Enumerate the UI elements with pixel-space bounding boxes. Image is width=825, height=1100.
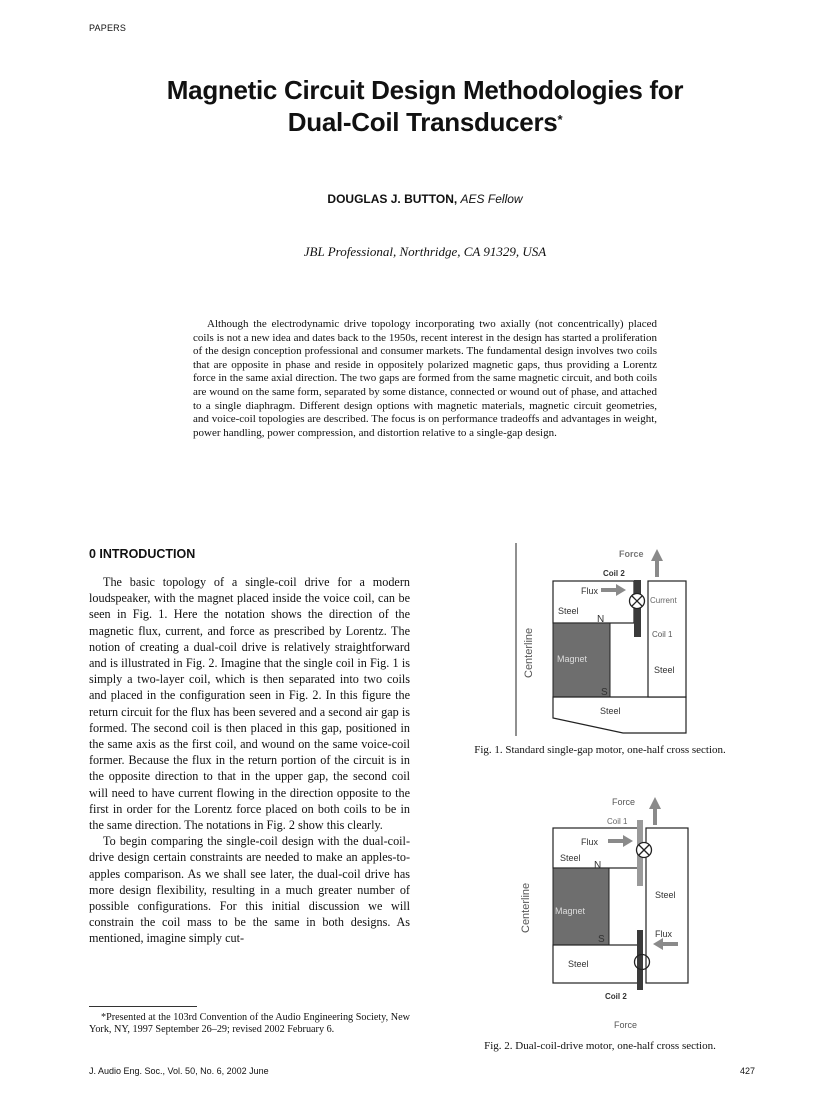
fig1-steel-bottom-label: Steel — [600, 706, 621, 716]
fig2-steel-bottom-label: Steel — [568, 959, 589, 969]
fig2-force-arrow-top — [649, 797, 661, 825]
fig1-coil2-label: Coil 2 — [603, 569, 625, 578]
fig2-coil-2 — [637, 930, 643, 990]
section-heading: 0 INTRODUCTION — [89, 547, 196, 561]
footnote: *Presented at the 103rd Convention of the Audio Engineering Society, New York, NY, 1997 September 26–29; revised 2002 February 6. — [89, 1012, 410, 1036]
fig1-steel-top-label: Steel — [558, 606, 579, 616]
fig2-steel-top-label: Steel — [560, 853, 581, 863]
fig1-magnet-label: Magnet — [557, 654, 588, 664]
fig2-flux-right-label: Flux — [655, 929, 673, 939]
abstract: Although the electrodynamic drive topology incorporating two axially (not concentrically) placed coils is not a new idea and dates back to the 1950s, recent interest in the design has started a proliferation of the design conception professional and consumer markets. The fundamental design involves two coils that are opposite in phase and reside in oppositely polarized magnetic gaps, thus providing a Lorentz force in the same axial direction. The two gaps are formed from the same magnetic circuit, and both coils are wound on the same form, separated by some distance, connected or wound out of phase, and attached to a single diaphragm. Different design options with magnetic materials, magnetic circuit geometries, and voice-coil topologies are described. The focus is on performance tradeoffs and advantages in weight, power handling, power compression, and distortion relative to a single-gap design. — [193, 318, 657, 439]
figure-2-caption: Fig. 2. Dual-coil-drive motor, one-half cross section. — [484, 1040, 716, 1052]
fig1-south-label: S — [601, 687, 608, 698]
fig2-bottom-plate — [553, 945, 639, 983]
fig2-coil1-label: Coil 1 — [607, 817, 628, 826]
fig1-current-label: Current — [650, 596, 677, 605]
author-line — [100, 192, 750, 206]
author-name: DOUGLAS J. BUTTON, — [327, 192, 458, 206]
fig2-south-label: S — [598, 934, 605, 945]
fig2-force-top-label: Force — [612, 797, 636, 807]
body-text — [89, 574, 410, 947]
fig2-outer-return — [646, 828, 688, 983]
page-number: 427 — [740, 1066, 756, 1076]
fig1-centerline-label: Centerline — [523, 627, 535, 678]
paper-title — [100, 74, 750, 138]
fig1-current-symbol — [630, 594, 645, 609]
fig2-steel-right-label: Steel — [655, 890, 676, 900]
title-line-1: Magnetic Circuit Design Methodologies for — [166, 75, 684, 105]
fig2-magnet-label: Magnet — [555, 906, 586, 916]
fig1-steel-right-label: Steel — [654, 665, 675, 675]
fig1-north-label: N — [597, 614, 605, 625]
body-paragraph-1: The basic topology of a single-coil drive for a modern loudspeaker, with the magnet placed inside the voice coil, can be seen in Fig. 1. Here the notation shows the direction of the magnetic flux, current, and force as prescribed by Lorentz. The notion of creating a dual-coil drive is relatively straightforward and is illustrated in Fig. 2. Imagine that the single coil in Fig. 1 is simply a two-layer coil, which is then separated into two coils and placed in the configuration seen in Fig. 2. In this figure the return circuit for the flux has been severed and a second air gap is formed. The second coil is then placed in this gap, positioned in the same axis as the first coil, and wound on the same voice-coil former. Because the flux in the return portion of the circuit is in the opposite direction to that in the upper gap, the second coil will need to have current flowing in the direction opposite to the first in order for the Lorentz force placed on both coils to be in the same direction. The notations in Fig. 2 show this clearly. — [89, 575, 410, 833]
fig2-force-bottom-label: Force — [614, 1020, 638, 1030]
figure-1-caption: Fig. 1. Standard single-gap motor, one-half cross section. — [474, 744, 726, 756]
fig1-flux-label: Flux — [581, 586, 599, 596]
title-footnote-mark: * — [557, 112, 563, 127]
footnote-rule — [89, 1006, 197, 1007]
author-membership: AES Fellow — [460, 192, 523, 206]
journal-citation: J. Audio Eng. Soc., Vol. 50, No. 6, 2002 June — [89, 1066, 269, 1076]
fig2-flux-top-label: Flux — [581, 837, 599, 847]
fig2-current-in-symbol — [637, 843, 652, 858]
fig2-coil2-label: Coil 2 — [605, 992, 627, 1001]
fig2-centerline-label: Centerline — [520, 882, 532, 933]
figure-2 — [505, 790, 705, 1040]
title-line-2: Dual-Coil Transducers — [287, 107, 558, 137]
body-paragraph-2: To begin comparing the single-coil design with the dual-coil-drive design certain constraints are needed to make an apples-to-apples comparison. As we shall see later, the dual-coil drive has more design flexibility, resulting in a much greater number of possible configurations. For this initial discussion we will constrain the coil mass to be the same in both designs. As mentioned, imagine simply cut- — [89, 834, 410, 946]
figure-1 — [505, 540, 705, 740]
fig1-force-label: Force — [619, 549, 644, 559]
fig1-force-arrow — [651, 549, 663, 577]
running-head: PAPERS — [89, 23, 127, 33]
affiliation: JBL Professional, Northridge, CA 91329, USA — [303, 244, 547, 259]
fig2-north-label: N — [594, 860, 602, 871]
fig1-coil1-label: Coil 1 — [652, 630, 673, 639]
